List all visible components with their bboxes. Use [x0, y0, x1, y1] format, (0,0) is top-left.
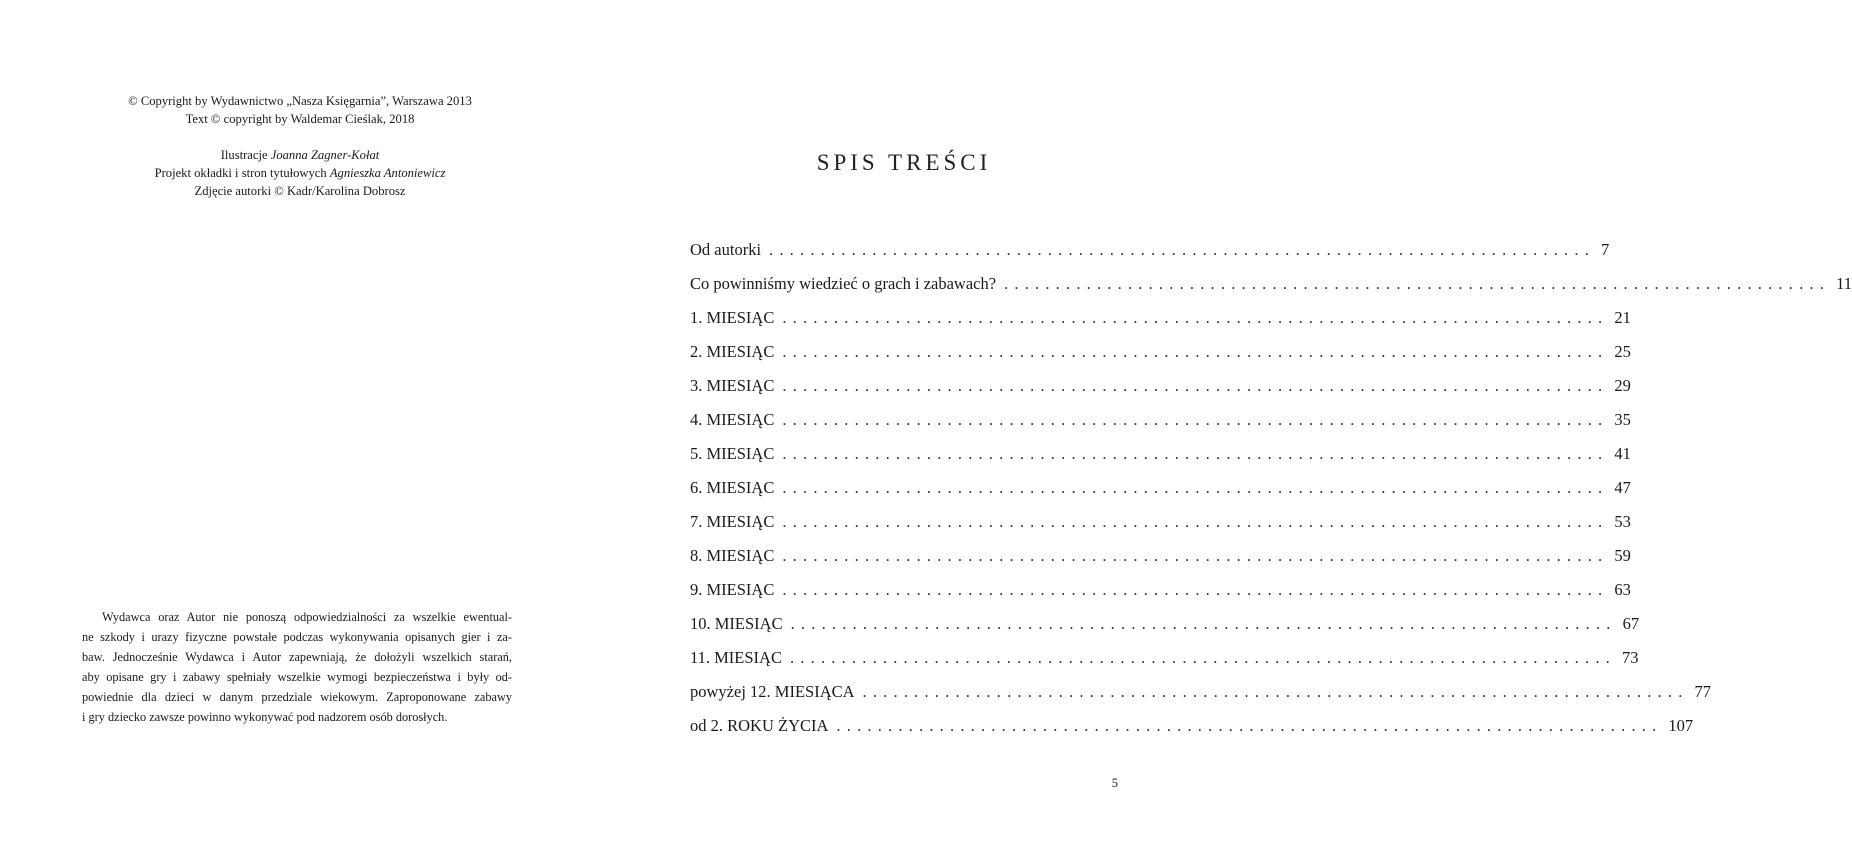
toc-entry-page: 11: [1836, 274, 1852, 293]
cover-name: Agnieszka Antoniewicz: [329, 166, 446, 180]
toc-entry-label: 1. MIESIĄC: [690, 308, 775, 327]
toc-entry[interactable]: [690, 712, 1694, 746]
toc-entry-label: Od autorki: [690, 240, 762, 259]
toc-dot-leader: ................................................................................: [782, 410, 1609, 429]
toc-dot-leader: ................................................................................: [782, 580, 1609, 599]
toc-entry-page: 25: [1614, 342, 1631, 361]
toc-entry[interactable]: [690, 542, 1631, 576]
toc-entry-label: 10. MIESIĄC: [690, 614, 783, 633]
copyright-text: Text © copyright by Waldemar Cieślak, 2018: [185, 112, 415, 126]
toc-dot-leader: ................................................................................: [790, 614, 1617, 633]
toc-entry-label: od 2. ROKU ŻYCIA: [690, 716, 829, 735]
toc-entry-page: 107: [1668, 716, 1694, 735]
toc-entry[interactable]: [690, 644, 1639, 678]
left-page: [0, 0, 600, 844]
photo-credit: Zdjęcie autorki © Kadr/Karolina Dobrosz: [194, 184, 406, 198]
toc-entry-page: 35: [1614, 410, 1631, 429]
disclaimer-line: i gry dziecko zawsze powinno wykonywać pod nadzorem osób dorosłych.: [82, 710, 448, 724]
disclaimer-paragraph: [82, 607, 512, 727]
toc-title: SPIS TREŚCI: [816, 150, 992, 175]
toc-entry-label: Co powinniśmy wiedzieć o grach i zabawach?: [690, 274, 997, 293]
toc-entry-page: 47: [1614, 478, 1631, 497]
toc-entry[interactable]: [690, 236, 1610, 270]
toc-entry-label: 9. MIESIĄC: [690, 580, 775, 599]
toc-entry-page: 29: [1614, 376, 1631, 395]
cover-credit: [60, 164, 540, 182]
table-of-contents: [690, 236, 1852, 746]
toc-dot-leader: ................................................................................: [769, 240, 1596, 259]
toc-entry-page: 53: [1614, 512, 1631, 531]
toc-dot-leader: ................................................................................: [782, 342, 1609, 361]
toc-entry[interactable]: [690, 440, 1631, 474]
toc-entry-label: 11. MIESIĄC: [690, 648, 782, 667]
disclaimer-line: aby opisane gry i zabawy spełniały wszelkie wymogi bezpieczeństwa i były od-: [82, 670, 512, 684]
page-number: 5: [1111, 776, 1118, 790]
toc-entry-page: 41: [1614, 444, 1631, 463]
toc-dot-leader: ................................................................................: [782, 444, 1609, 463]
credits-block: [60, 92, 540, 200]
toc-dot-leader: ................................................................................: [782, 512, 1609, 531]
toc-entry[interactable]: [690, 304, 1631, 338]
copyright-publisher: © Copyright by Wydawnictwo „Nasza Księgarnia”, Warszawa 2013: [128, 94, 472, 108]
toc-entry-page: 59: [1614, 546, 1631, 565]
disclaimer-line: powiednie dla dzieci w danym przedziale wiekowym. Zaproponowane zabawy: [82, 690, 512, 704]
toc-entry-label: 7. MIESIĄC: [690, 512, 775, 531]
toc-dot-leader: ................................................................................: [1004, 274, 1831, 293]
toc-entry-label: 3. MIESIĄC: [690, 376, 775, 395]
toc-entry-label: 8. MIESIĄC: [690, 546, 775, 565]
toc-dot-leader: ................................................................................: [782, 546, 1609, 565]
toc-entry-label: powyżej 12. MIESIĄCA: [690, 682, 855, 701]
toc-entry[interactable]: [690, 508, 1631, 542]
spacer: [60, 128, 540, 146]
toc-entry[interactable]: [690, 270, 1852, 304]
toc-dot-leader: ................................................................................: [782, 376, 1609, 395]
disclaimer-line: baw. Jednocześnie Wydawca i Autor zapewniają, że dołożyli wszelkich starań,: [82, 650, 512, 664]
toc-entry-label: 5. MIESIĄC: [690, 444, 775, 463]
toc-dot-leader: ................................................................................: [862, 682, 1689, 701]
illustrations-label: Ilustracje: [220, 148, 268, 162]
toc-entry[interactable]: [690, 678, 1712, 712]
toc-dot-leader: ................................................................................: [789, 648, 1616, 667]
toc-dot-leader: ................................................................................: [782, 478, 1609, 497]
cover-label: Projekt okładki i stron tytułowych: [154, 166, 327, 180]
toc-entry-page: 21: [1614, 308, 1631, 327]
toc-entry-page: 63: [1614, 580, 1631, 599]
illustrations-name: Joanna Zagner-Kołat: [270, 148, 380, 162]
illustrations-credit: [60, 146, 540, 164]
right-page: [600, 0, 1852, 844]
toc-entry[interactable]: [690, 406, 1631, 440]
disclaimer-line: ne szkody i urazy fizyczne powstałe podczas wykonywania opisanych gier i za-: [82, 630, 512, 644]
toc-entry[interactable]: [690, 338, 1631, 372]
toc-entry-label: 6. MIESIĄC: [690, 478, 775, 497]
toc-entry-page: 77: [1694, 682, 1712, 701]
toc-entry[interactable]: [690, 372, 1631, 406]
toc-entry-page: 7: [1601, 240, 1610, 259]
toc-entry-label: 4. MIESIĄC: [690, 410, 775, 429]
toc-entry[interactable]: [690, 576, 1631, 610]
toc-entry[interactable]: [690, 474, 1631, 508]
toc-entry-page: 67: [1622, 614, 1640, 633]
toc-entry-label: 2. MIESIĄC: [690, 342, 775, 361]
toc-entry-page: 73: [1621, 648, 1639, 667]
toc-entry[interactable]: [690, 610, 1640, 644]
disclaimer-line: Wydawca oraz Autor nie ponoszą odpowiedzialności za wszelkie ewentual-: [102, 610, 512, 624]
toc-dot-leader: ................................................................................: [782, 308, 1609, 327]
toc-dot-leader: ................................................................................: [836, 716, 1663, 735]
